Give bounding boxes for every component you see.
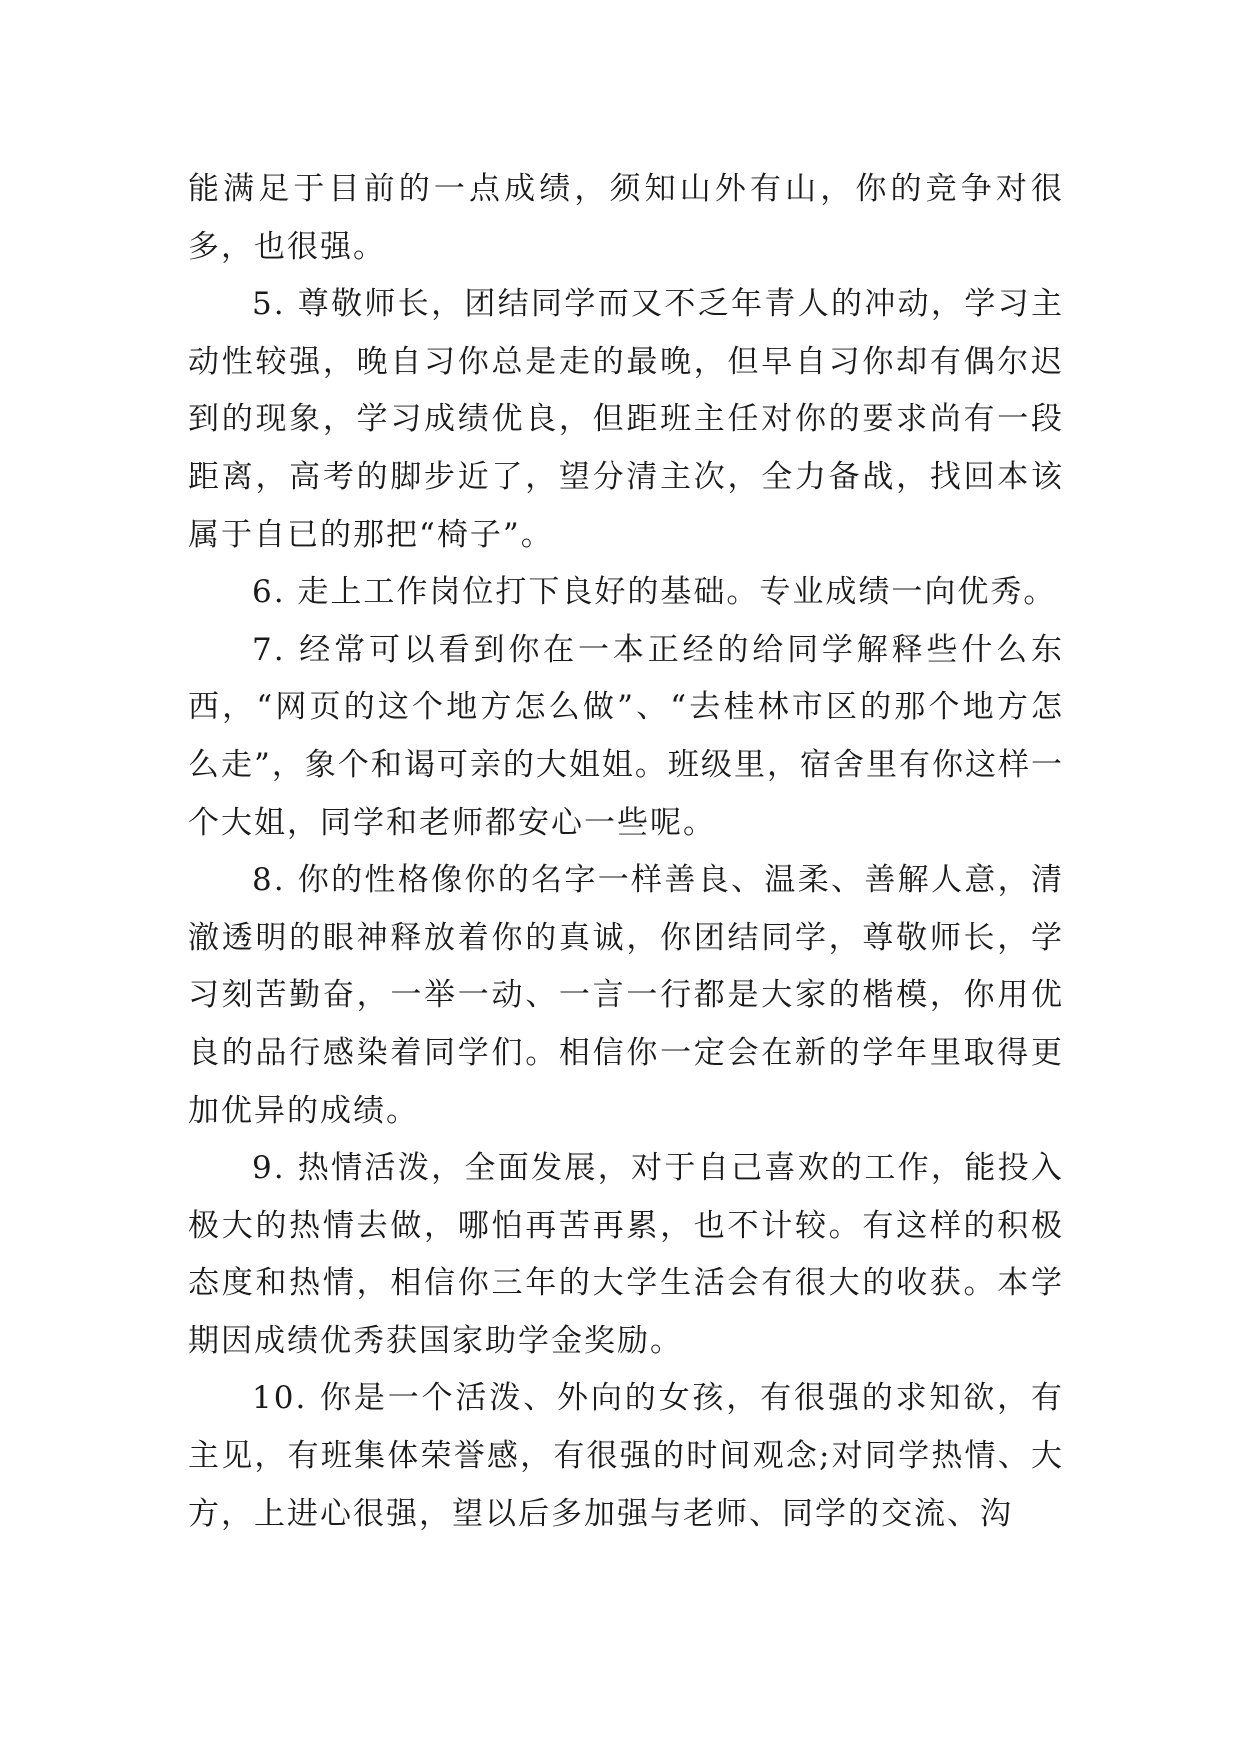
paragraph-continued: 能满足于目前的一点成绩，须知山外有山，你的竞争对很多，也很强。	[188, 171, 1064, 265]
paragraph-6: 6. 走上工作岗位打下良好的基础。专业成绩一向优秀。	[252, 574, 1057, 611]
paragraph-5: 5. 尊敬师长，团结同学而又不乏年青人的冲动，学习主动性较强，晚自习你总是走的最晚，但早自习你却有偶尔迟到的现象，学习成绩优良，但距班主任对你的要求尚有一段距离，高考的脚步近了，望分清主次，全力备战，找回本该属于自已的那把“椅子”。	[188, 286, 1064, 553]
document-body	[188, 161, 1064, 1543]
paragraph-8: 8. 你的性格像你的名字一样善良、温柔、善解人意，清澈透明的眼神释放着你的真诚，你团结同学，尊敬师长，学习刻苦勤奋，一举一动、一言一行都是大家的楷模，你用优良的品行感染着同学们。相信你一定会在新的学年里取得更加优异的成绩。	[188, 862, 1064, 1129]
paragraph-9: 9. 热情活泼，全面发展，对于自己喜欢的工作，能投入极大的热情去做，哪怕再苦再累，也不计较。有这样的积极态度和热情，相信你三年的大学生活会有很大的收获。本学期因成绩优秀获国家助学金奖励。	[188, 1150, 1064, 1359]
paragraph-10: 10. 你是一个活泼、外向的女孩，有很强的求知欲，有主见，有班集体荣誉感，有很强的时间观念;对同学热情、大方，上进心很强，望以后多加强与老师、同学的交流、沟	[188, 1380, 1064, 1532]
paragraph-7: 7. 经常可以看到你在一本正经的给同学解释些什么东西，“网页的这个地方怎么做”、“去桂林市区的那个地方怎么走”，象个和谒可亲的大姐姐。班级里，宿舍里有你这样一个大姐，同学和老师都安心一些呢。	[188, 631, 1064, 841]
